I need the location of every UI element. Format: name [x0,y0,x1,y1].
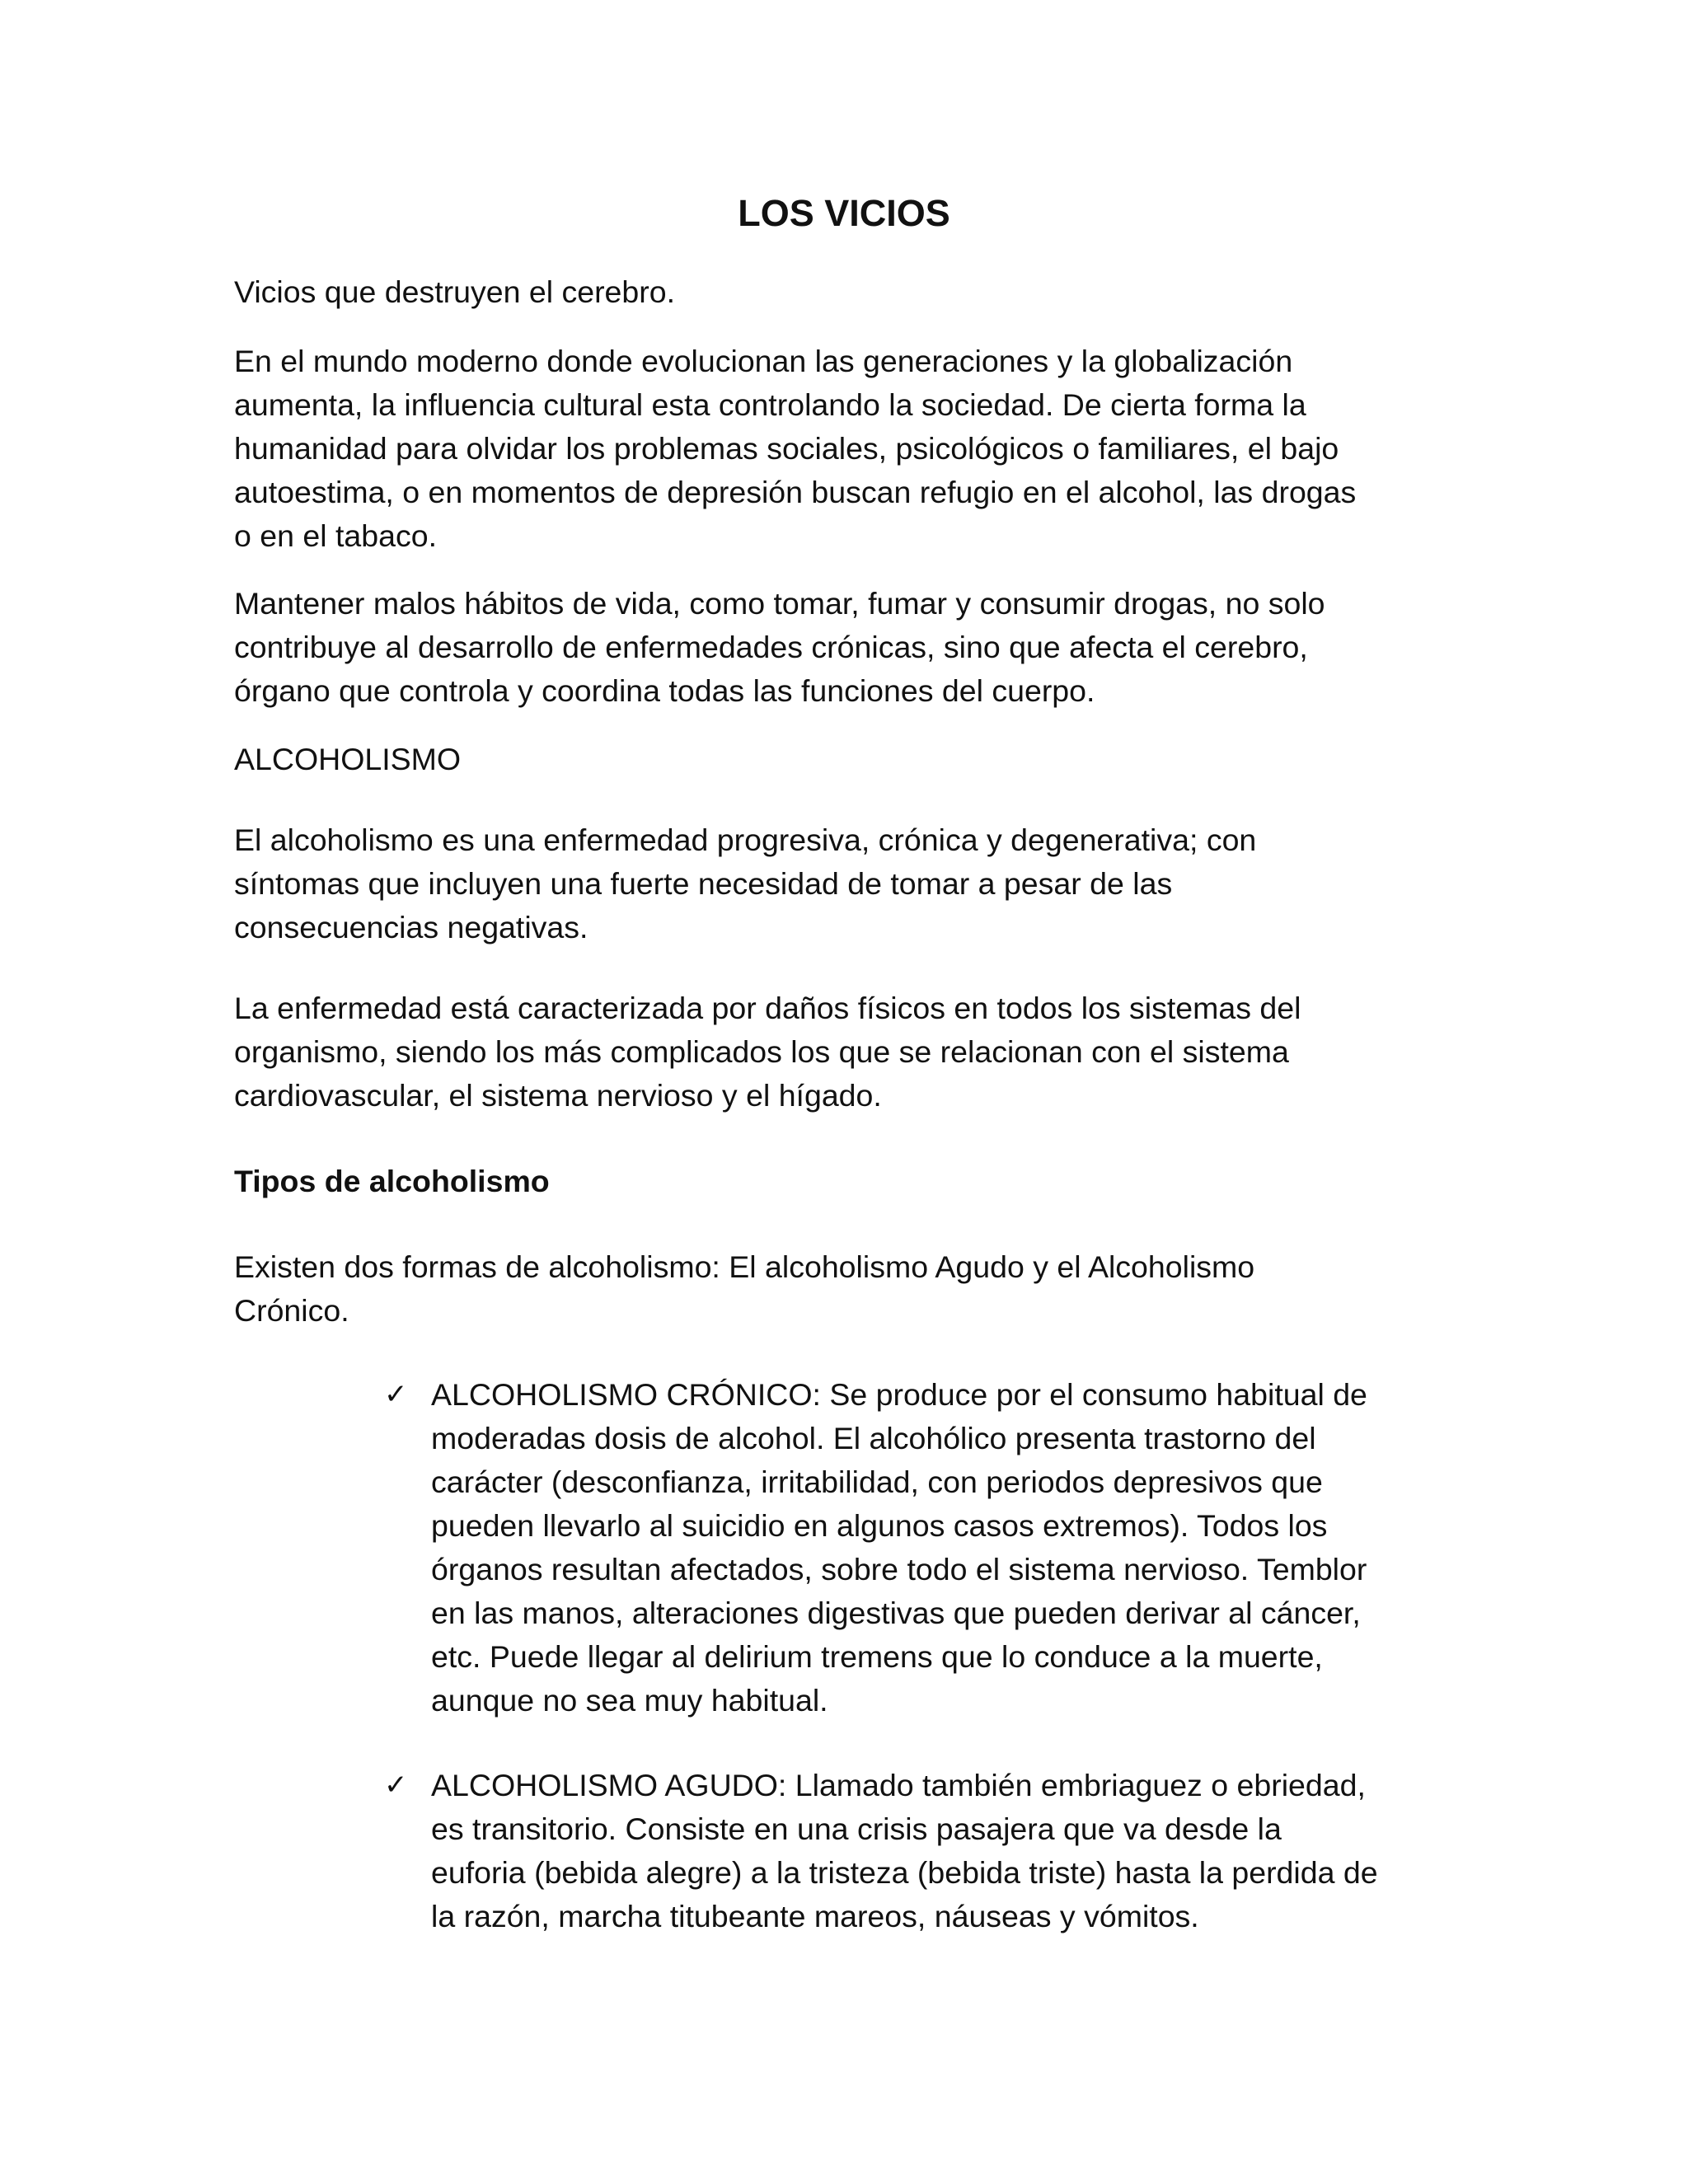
bullet-line: la razón, marcha titubeante mareos, náuseas y vómitos. [431,1899,1199,1933]
bullet-line: ALCOHOLISMO AGUDO: Llamado también embriaguez o ebriedad, [431,1768,1366,1802]
characterization-line: cardiovascular, el sistema nervioso y el hígado. [234,1078,882,1113]
subtitle: Vicios que destruyen el cerebro. [234,274,676,309]
intro-line: autoestima, o en momentos de depresión buscan refugio en el alcohol, las drogas [234,475,1357,509]
bullet-line: carácter (desconfianza, irritabilidad, con periodos depresivos que [431,1465,1323,1499]
intro-line: humanidad para olvidar los problemas sociales, psicológicos o familiares, el bajo [234,431,1339,466]
checkmark-icon: ✓ [384,1378,408,1411]
definition-line: El alcoholismo es una enfermedad progresiva, crónica y degenerativa; con [234,823,1257,857]
types-intro-line: Crónico. [234,1293,349,1328]
habits-paragraph [234,582,1470,713]
bullet-line: pueden llevarlo al suicidio en algunos casos extremos). Todos los [431,1508,1328,1543]
definition-line: consecuencias negativas. [234,910,588,944]
bullet-text [431,1764,1378,1938]
definition-line: síntomas que incluyen una fuerte necesidad de tomar a pesar de las [234,866,1173,901]
types-intro-line: Existen dos formas de alcoholismo: El alcoholismo Agudo y el Alcoholismo [234,1249,1255,1284]
section-heading-alcoholismo: ALCOHOLISMO [234,742,462,776]
bullet-text [431,1373,1367,1722]
characterization-paragraph [234,987,1470,1118]
bullet-line: moderadas dosis de alcohol. El alcohólico presenta trastorno del [431,1421,1316,1455]
habits-line: Mantener malos hábitos de vida, como tomar, fumar y consumir drogas, no solo [234,586,1325,621]
bullet-line: euforia (bebida alegre) a la tristeza (bebida triste) hasta la perdida de [431,1855,1378,1890]
bullet-line: órganos resultan afectados, sobre todo el sistema nervioso. Temblor [431,1552,1367,1586]
definition-paragraph [234,818,1470,949]
habits-line: contribuye al desarrollo de enfermedades crónicas, sino que afecta el cerebro, [234,630,1308,664]
bullet-item-agudo [384,1764,1497,1945]
bullet-line: ALCOHOLISMO CRÓNICO: Se produce por el consumo habitual de [431,1377,1367,1412]
intro-line: En el mundo moderno donde evolucionan las generaciones y la globalización [234,344,1293,378]
intro-paragraph [234,340,1470,558]
types-heading: Tipos de alcoholismo [234,1164,550,1198]
document-title: LOS VICIOS [738,192,950,234]
intro-line: aumenta, la influencia cultural esta controlando la sociedad. De cierta forma la [234,387,1306,422]
bullet-line: etc. Puede llegar al delirium tremens que lo conduce a la muerte, [431,1639,1323,1674]
habits-line: órgano que controla y coordina todas las funciones del cuerpo. [234,673,1095,708]
checkmark-icon: ✓ [384,1769,408,1802]
characterization-line: organismo, siendo los más complicados los que se relacionan con el sistema [234,1034,1289,1069]
bullet-line: es transitorio. Consiste en una crisis pasajera que va desde la [431,1811,1282,1846]
bullet-line: en las manos, alteraciones digestivas que pueden derivar al cáncer, [431,1596,1361,1630]
types-intro-paragraph [234,1245,1470,1333]
characterization-line: La enfermedad está caracterizada por daños físicos en todos los sistemas del [234,991,1301,1025]
bullet-item-cronico [384,1373,1497,1727]
bullet-line: aunque no sea muy habitual. [431,1683,828,1718]
intro-line: o en el tabaco. [234,518,438,553]
